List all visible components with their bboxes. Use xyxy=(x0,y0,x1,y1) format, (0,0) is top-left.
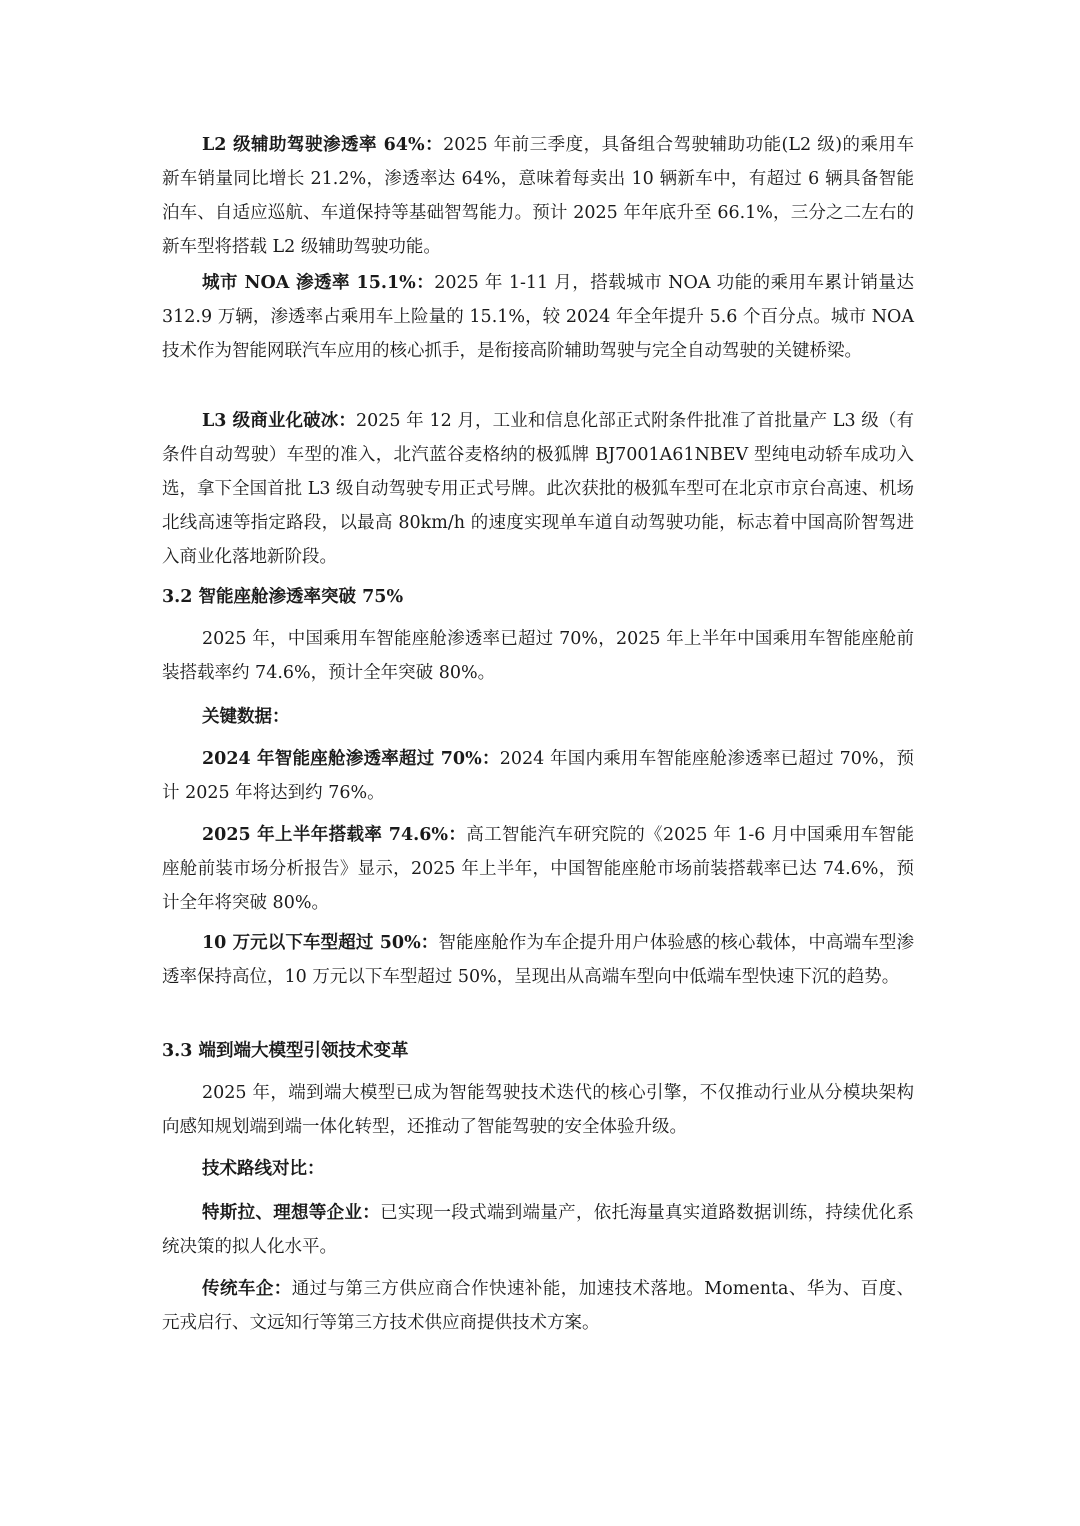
paragraph-lead: L2 级辅助驾驶渗透率 64%： xyxy=(202,135,444,155)
paragraph-body: 2024 年国内乘用车智能座舱渗透率已超过 70%，预计 2025 年将达到约 76%。 xyxy=(162,749,915,803)
paragraph-lead: 10 万元以下车型超过 50%： xyxy=(202,933,439,953)
paragraph-2025-h1-rate xyxy=(162,818,914,920)
paragraph-key-data-label xyxy=(162,700,914,734)
paragraph-lead: 关键数据： xyxy=(202,707,290,727)
section-heading-3-3: 3.3 端到端大模型引领技术变革 xyxy=(162,1041,409,1061)
paragraph-lead: L3 级商业化破冰： xyxy=(202,411,356,431)
paragraph-l2-penetration xyxy=(162,128,914,264)
paragraph-lead: 传统车企： xyxy=(202,1279,292,1299)
paragraph-l3-commercial xyxy=(162,404,914,574)
paragraph-body: 通过与第三方供应商合作快速补能，加速技术落地。Momenta、华为、百度、元戎启行、文远知行等第三方技术供应商提供技术方案。 xyxy=(162,1279,915,1333)
paragraph-traditional-oem xyxy=(162,1272,914,1340)
paragraph-2024-cockpit xyxy=(162,742,914,810)
paragraph-city-noa xyxy=(162,266,914,368)
paragraph-e2e-intro xyxy=(162,1076,914,1144)
paragraph-body: 2025 年，端到端大模型已成为智能驾驶技术迭代的核心引擎，不仅推动行业从分模块架构向感知规划端到端一体化转型，还推动了智能驾驶的安全体验升级。 xyxy=(162,1083,914,1137)
paragraph-lead: 技术路线对比： xyxy=(202,1159,325,1179)
paragraph-body: 智能座舱作为车企提升用户体验感的核心载体，中高端车型渗透率保持高位，10 万元以下车型超过 50%，呈现出从高端车型向中低端车型快速下沉的趋势。 xyxy=(162,933,914,987)
paragraph-tech-route-label xyxy=(162,1152,914,1186)
paragraph-body: 2025 年前三季度，具备组合驾驶辅助功能(L2 级)的乘用车新车销量同比增长 21.2%，渗透率达 64%，意味着每卖出 10 辆新车中，有超过 6 辆具备智能泊车、自适应巡航、车道保持等基础智驾能力。预计 2025 年年底升至 66.1%，三分之二左右的新车型将搭载 L2 级辅助驾驶功能。 xyxy=(162,135,914,257)
paragraph-body: 2025 年 1-11 月，搭载城市 NOA 功能的乘用车累计销量达 312.9 万辆，渗透率占乘用车上险量的 15.1%，较 2024 年全年提升 5.6 个百分点。城市 NOA 技术作为智能网联汽车应用的核心抓手，是衔接高阶辅助驾驶与完全自动驾驶的关键桥梁。 xyxy=(162,273,914,361)
paragraph-tesla-lixiang xyxy=(162,1196,914,1264)
paragraph-body: 高工智能汽车研究院的《2025 年 1-6 月中国乘用车智能座舱前装市场分析报告》显示，2025 年上半年，中国智能座舱市场前装搭载率已达 74.6%，预计全年将突破 80%。 xyxy=(162,825,914,913)
paragraph-lead: 2024 年智能座舱渗透率超过 70%： xyxy=(202,749,500,769)
paragraph-lead: 城市 NOA 渗透率 15.1%： xyxy=(202,273,435,293)
paragraph-lead: 2025 年上半年搭载率 74.6%： xyxy=(202,825,467,845)
paragraph-body: 已实现一段式端到端量产，依托海量真实道路数据训练，持续优化系统决策的拟人化水平。 xyxy=(162,1203,914,1257)
section-heading-3-2: 3.2 智能座舱渗透率突破 75% xyxy=(162,587,404,607)
paragraph-cockpit-intro xyxy=(162,622,914,690)
paragraph-lead: 特斯拉、理想等企业： xyxy=(202,1203,381,1223)
paragraph-under-100k xyxy=(162,926,914,994)
paragraph-body: 2025 年 12 月，工业和信息化部正式附条件批准了首批量产 L3 级（有条件自动驾驶）车型的准入，北汽蓝谷麦格纳的极狐牌 BJ7001A61NBEV 型纯电动轿车成功入选，拿下全国首批 L3 级自动驾驶专用正式号牌。此次获批的极狐车型可在北京市京台高速、机场北线高速等指定路段，以最高 80km/h 的速度实现单车道自动驾驶功能，标志着中国高阶智驾进入商业化落地新阶段。 xyxy=(162,411,914,567)
paragraph-body: 2025 年，中国乘用车智能座舱渗透率已超过 70%，2025 年上半年中国乘用车智能座舱前装搭载率约 74.6%，预计全年突破 80%。 xyxy=(162,629,914,683)
